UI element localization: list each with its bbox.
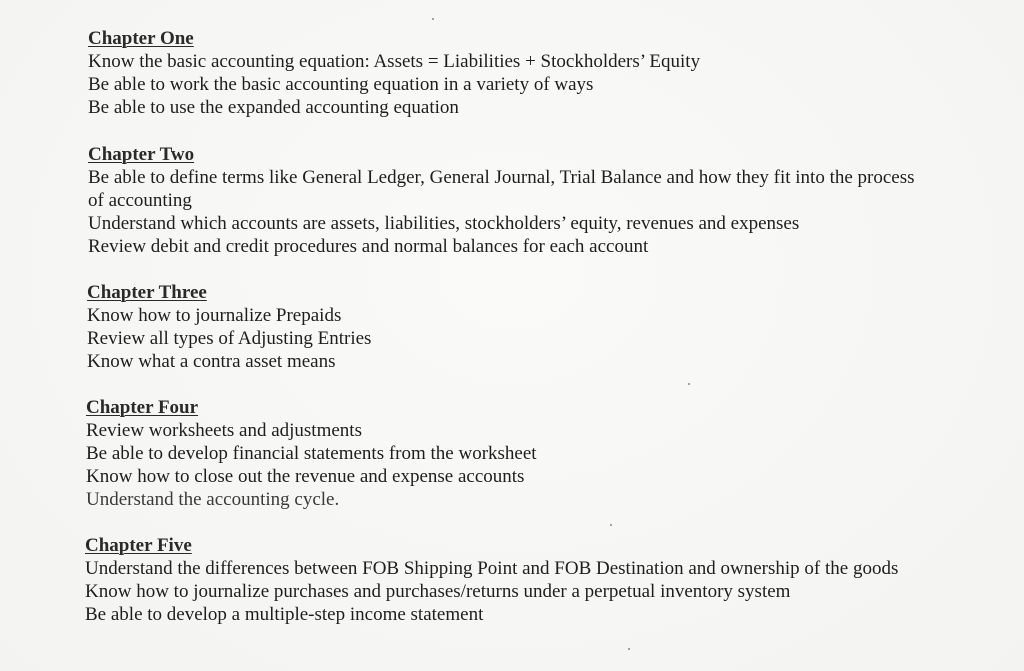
chapter-four-item: Understand the accounting cycle. (86, 489, 340, 510)
chapter-five-section (85, 534, 965, 626)
chapter-one-section (88, 27, 968, 119)
chapter-four-heading: Chapter Four (86, 397, 199, 418)
chapter-two-item: Understand which accounts are assets, liabilities, stockholders’ equity, revenues and expenses (88, 213, 800, 234)
chapter-four-item: Know how to close out the revenue and expense accounts (86, 466, 525, 487)
chapter-five-item: Know how to journalize purchases and purchases/returns under a perpetual inventory system (85, 581, 791, 602)
chapter-one-heading: Chapter One (88, 28, 194, 49)
chapter-three-heading: Chapter Three (87, 282, 207, 303)
chapter-one-item: Know the basic accounting equation: Assets = Liabilities + Stockholders’ Equity (88, 51, 701, 72)
chapter-two-section (88, 143, 968, 258)
chapter-four-item: Be able to develop financial statements from the worksheet (86, 443, 537, 464)
scan-speck (610, 524, 612, 526)
scan-speck (628, 648, 630, 650)
chapter-one-item: Be able to use the expanded accounting equation (88, 97, 459, 118)
scan-speck (432, 18, 434, 20)
chapter-three-item: Know how to journalize Prepaids (87, 305, 342, 326)
chapter-three-section (87, 281, 967, 373)
chapter-four-section (86, 396, 966, 511)
chapter-four-item: Review worksheets and adjustments (86, 420, 362, 441)
chapter-two-item: Be able to define terms like General Ledger, General Journal, Trial Balance and how they fit into the process of accounting (88, 167, 915, 211)
chapter-two-item: Review debit and credit procedures and normal balances for each account (88, 236, 649, 257)
chapter-five-heading: Chapter Five (85, 535, 192, 556)
chapter-five-item: Be able to develop a multiple-step income statement (85, 604, 484, 625)
chapter-three-item: Review all types of Adjusting Entries (87, 328, 372, 349)
scan-speck (688, 383, 690, 385)
chapter-five-item: Understand the differences between FOB Shipping Point and FOB Destination and ownership of the goods (85, 558, 899, 579)
chapter-two-heading: Chapter Two (88, 144, 195, 165)
chapter-three-item: Know what a contra asset means (87, 351, 336, 372)
chapter-one-item: Be able to work the basic accounting equation in a variety of ways (88, 74, 594, 95)
